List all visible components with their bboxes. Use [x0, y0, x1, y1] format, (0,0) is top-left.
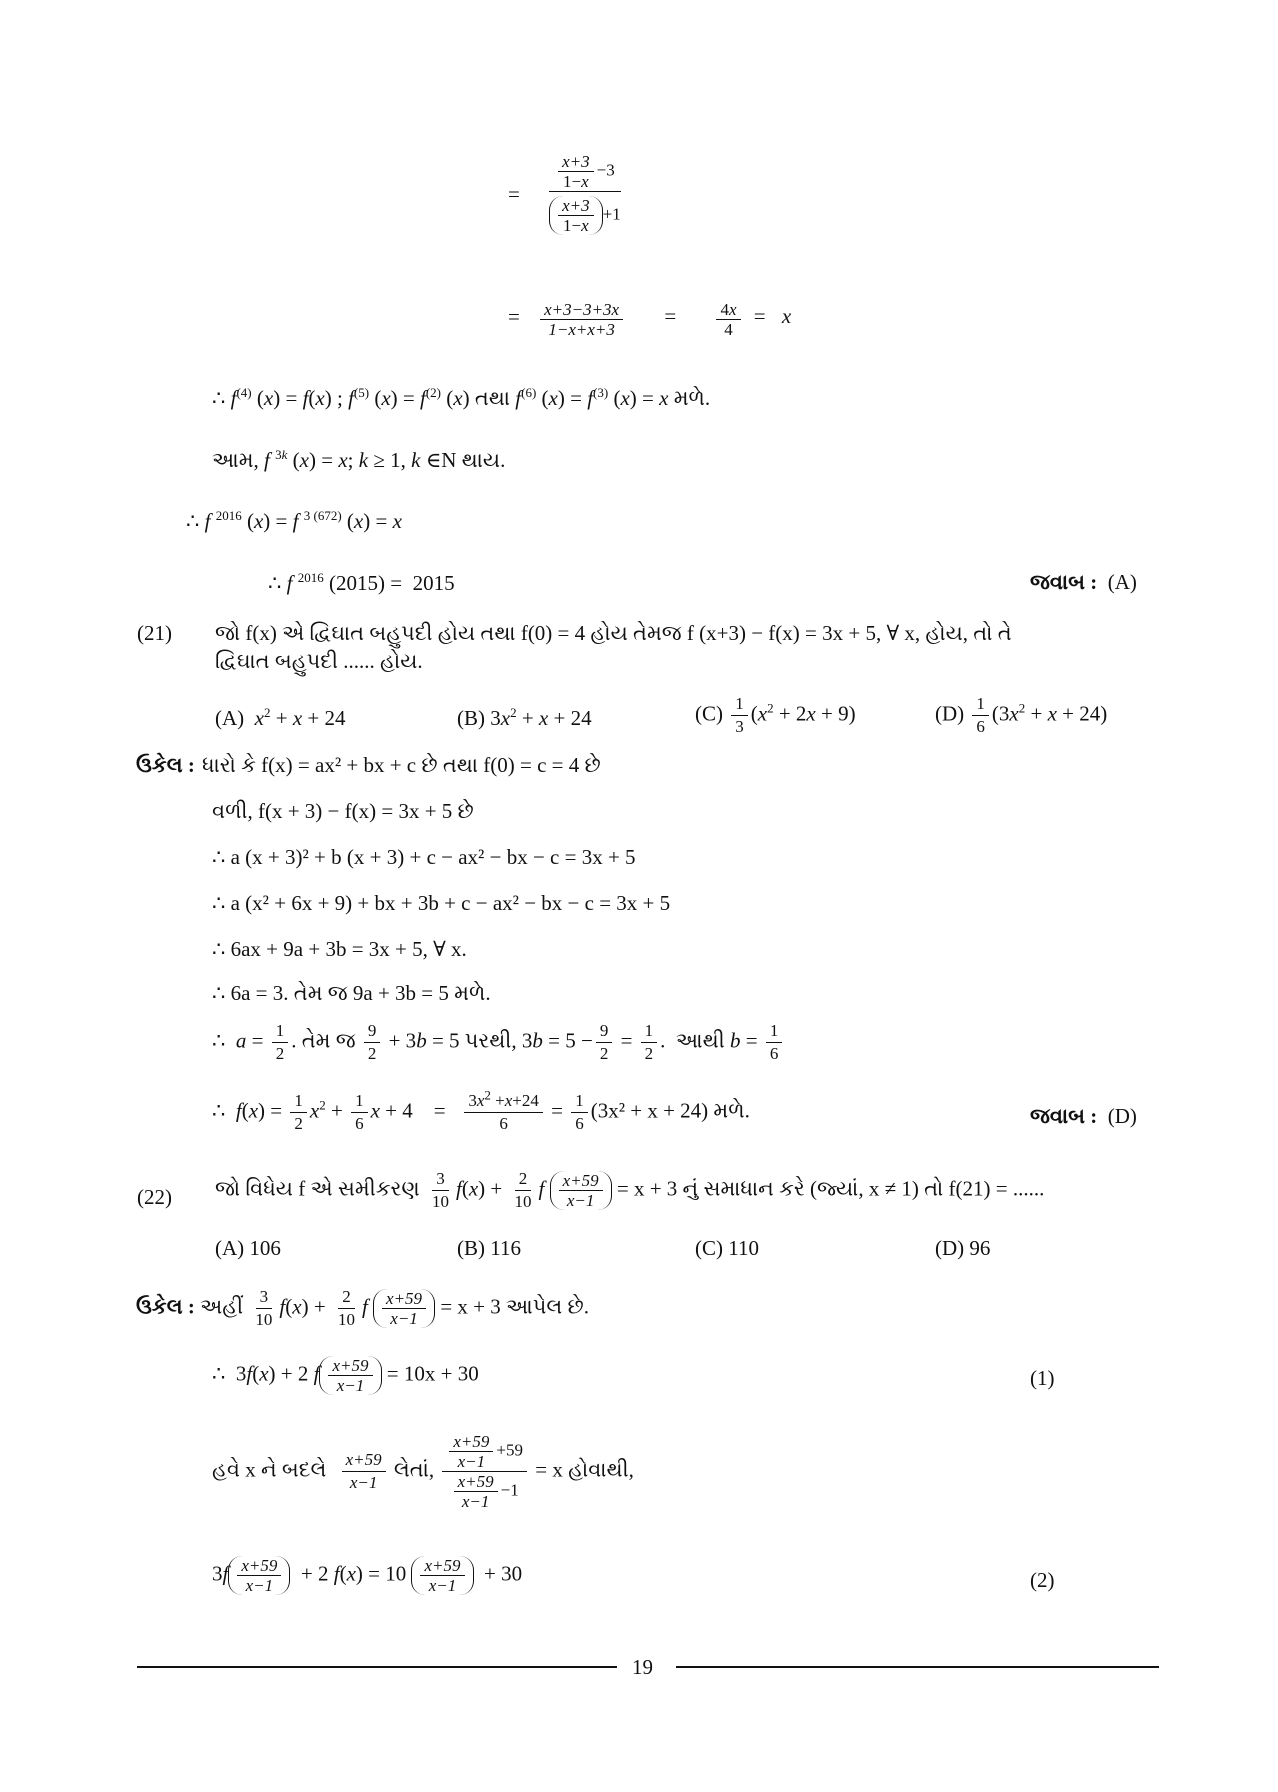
- q22-option-b: (B) 116: [457, 1236, 521, 1260]
- page-number: 19: [632, 1655, 653, 1679]
- answer-prev: જવાબ : (A): [1030, 570, 1137, 594]
- line-f3k: આમ, f $^{3k}$ (x) = x; k ≥ 1, k ∈N થાય.: [212, 447, 506, 472]
- q22-option-d: (D) 96: [935, 1236, 991, 1260]
- footer-rule-right: [676, 1666, 1159, 1668]
- q21-stem-line1: જો f(x) એ દ્વિઘાત બહુપદી હોય તથા f(0) = 4 હોય તેમજ f (x+3) − f(x) = 3x + 5, ∀ x, હોય, તો તે: [215, 621, 1012, 645]
- footer-rule-left: [137, 1666, 617, 1668]
- step-simplified: = $\frac{x+3-3+3x}{1-x+x+3}$ = $\frac{4x}{4}$ = x: [508, 300, 792, 339]
- line-f2016: ∴ f $^{2016}$ (x) = f $^{3 (672)}$ (x) = x: [186, 508, 402, 533]
- q22-eq2: 3f $\frac{x+59}{x-1}$ + 2 f(x) = 10 $\frac{x+59}{x-1}$ + 30: [212, 1556, 523, 1595]
- q21-sol-7: ∴ f(x) = $\frac{1}{2}$ $x^2$ + $\frac{1}{6}$ x + 4 = $\frac{3x^2 +x+24}{6}$ = $\frac{1}{6}$ (3x² + x + 24) મળે.: [212, 1087, 750, 1133]
- line-f4-f5-f6: ∴ $f^{(4)}$ (x) = f(x) ; $f^{(5)}$ $(x) = f^{(2)}$ (x) તથા $f^{(6)}$ $(x) = f^{(3)}$ (x) = x મળે.: [212, 385, 711, 410]
- q21-option-c: (C) $\frac{1}{3}$ $(x^2 + 2x + 9)$: [695, 694, 856, 736]
- q21-sol-6: ∴ a = $\frac{1}{2}$ . તેમ જ $\frac{9}{2}$ + 3b = 5 પરથી, 3b = 5 − $\frac{9}{2}$ = $\frac{1}{2}$ . આથી b = $\frac{1}{6}$: [212, 1020, 785, 1065]
- q21-sol-3: ∴ a (x² + 6x + 9) + bx + 3b + c − ax² − bx − c = 3x + 5: [212, 891, 671, 915]
- q22-eq1-label: (1): [1030, 1366, 1055, 1390]
- q21-sol-2: ∴ a (x + 3)² + b (x + 3) + c − ax² − bx − c = 3x + 5: [212, 845, 636, 869]
- q21-number: (21): [137, 621, 172, 645]
- q22-option-c: (C) 110: [695, 1236, 759, 1260]
- q21-sol-5: ∴ 6a = 3. તેમ જ 9a + 3b = 5 મળે.: [212, 981, 491, 1005]
- q21-sol-4: ∴ 6ax + 9a + 3b = 3x + 5, ∀ x.: [212, 937, 467, 961]
- q21-option-a: (A) $x^2 + x + 24$: [215, 705, 346, 730]
- q22-eq2-label: (2): [1030, 1568, 1055, 1592]
- q21-solution-label: ઉકેલ :: [136, 753, 195, 777]
- q21-option-b: (B) $3x^2 + x + 24$: [457, 705, 592, 730]
- q22-eq1: ∴ 3f(x) + 2 f $\frac{x+59}{x-1}$ = 10x + 30: [212, 1356, 479, 1395]
- line-f2016-2015: ∴ f $^{2016}$ (2015) = 2015: [268, 570, 455, 595]
- q21-sol-0: ધારો કે f(x) = ax² + bx + c છે તથા f(0) = c = 4 છે: [202, 753, 601, 777]
- q21-option-d: (D) $\frac{1}{6}$ $(3x^2 + x + 24)$: [935, 694, 1108, 736]
- step-complex-fraction: = $\frac{x+3}{1-x}$ −3 $\frac{x+3}{1-x}$ +1: [508, 152, 621, 235]
- answer-q21: જવાબ : (D): [1030, 1104, 1137, 1128]
- q22-number: (22): [137, 1185, 172, 1209]
- q22-solution: ઉકેલ : અહીં $\frac{3}{10}$ f(x) + $\frac{2}{10}$ f $\frac{x+59}{x-1}$ = x + 3 આપેલ છે.: [136, 1287, 589, 1329]
- q21-sol-1: વળી, f(x + 3) − f(x) = 3x + 5 છે: [212, 799, 474, 823]
- q22-option-a: (A) 106: [215, 1236, 281, 1260]
- q22-substitution: હવે x ને બદલે $\frac{x+59}{x-1}$ લેતાં, $\frac{x+59}{x-1}$ +59 $\frac{x+59}{x-1}$ −1 = x હોવાથી,: [212, 1432, 634, 1511]
- q22-stem: જો વિધેય f એ સમીકરણ $\frac{3}{10}$ f(x) + $\frac{2}{10}$ f $\frac{x+59}{x-1}$ = x + 3 નું સમાધાન કરે (જ્યાં, x ≠ 1) તો f(21) = ......: [215, 1169, 1045, 1211]
- q21-stem-line2: દ્વિઘાત બહુપદી ...... હોય.: [215, 649, 423, 673]
